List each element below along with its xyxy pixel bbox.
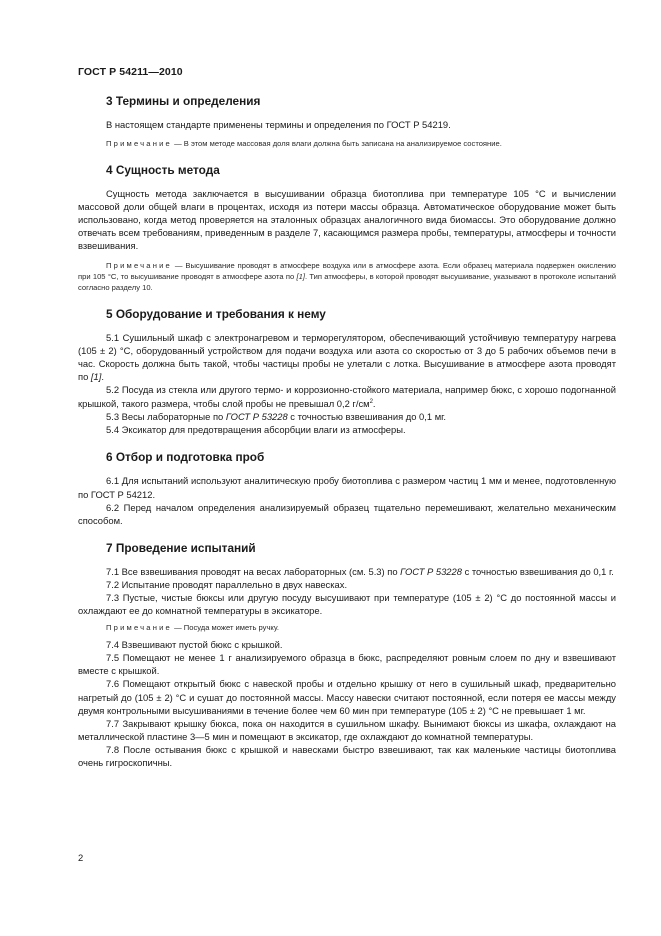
clause-text: с точностью взвешивания до 0,1 г. [461,565,614,577]
clause-5-1 [78,331,616,383]
clause-text: . [372,398,376,410]
clause-7-7: 7.7 Закрывают крышку бюкса, пока он находится в сушильном шкафу. Вынимают бюксы из шкафа, охлаждают на металлической пластине 3—5 мин и помещают в эксикатор, где охлаждают до комнатной температуры. [78,717,616,742]
document-body [78,92,616,769]
clause-7-2: 7.2 Испытание проводят параллельно в двух навесках. [106,578,348,590]
note-text: — Высушивание проводят в атмосфере воздуха или в атмосфере азота. Если образец материала подвержен окислению при 105 °С, то высушивание проводят в атмосфере азота по [78,260,616,281]
clause-7-3: 7.3 Пустые, чистые бюксы или другую посуду высушивают при температуре (105 ± 2) °С до постоянной массы и охлаждают ее до комнатной температуры в эксикаторе. [78,592,616,617]
superscript: 2 [369,399,373,406]
note-text: — Посуда может иметь ручку. [171,623,279,633]
section-4-note [78,260,616,293]
section-7-title: 7 Проведение испытаний [106,540,256,555]
clause-7-5: 7.5 Помещают не менее 1 г анализируемого образца в бюкс, распределяют ровным слоем по дну и взвешивают вместе с крышкой. [78,652,616,677]
reference-link: ГОСТ Р 53228 [225,411,288,423]
section-4-paragraph: Сущность метода заключается в высушивании образца биотоплива при температуре 105 °С и вычислении массовой доли общей влаги в процентах, исходя из потери массы образца. Автоматическое оборудование может быть использовано, когда метод проверяется на эталонных образцах аналогичного вида биомассы. Это оборудование должно отвечать всем требованиям, приведенным в разделе 7, касающимся размера пробы, температуры, атмосферы и точности взвешивания. [78,188,616,252]
section-3-paragraph: В настоящем стандарте применены термины и определения по ГОСТ Р 54219. [106,119,451,130]
note-text: — В этом методе массовая доля влаги должна быть записана на анализируемое состояние. [171,139,502,149]
clause-6-1: 6.1 Для испытаний используют аналитическую пробу биотоплива с размером частиц 1 мм и менее, подготовленную по ГОСТ Р 54212. [78,475,616,500]
clause-text: 5.1 Сушильный шкаф с электронагревом и терморегулятором, обеспечивающий устойчивую температуру нагрева (105 ± 2) °С, оборудованный устройством для подачи воздуха или азота со скоростью от 3 до 5 рабочих объемов печи в час. Скорость должна быть такой, чтобы частицы пробы не улетали с лотка. Высушивание в атмосфере азота проводят по [78,331,616,382]
clause-5-2 [78,383,616,410]
clause-text: 7.1 Все взвешивания проводят на весах лабораторных (см. 5.3) по [106,565,401,577]
section-3-title: 3 Термины и определения [106,94,261,108]
note-text: . Тип атмосферы, в которой проводят высушивание, указывают в протоколе испытаний согласно разделу 10. [78,271,616,292]
clause-7-4: 7.4 Взвешивают пустой бюкс с крышкой. [106,639,283,651]
section-5-title: 5 Оборудование и требования к нему [106,306,326,321]
clause-5-3 [78,410,616,423]
section-7-note [78,622,616,633]
section-6-title: 6 Отбор и подготовка проб [106,450,265,465]
document-header: ГОСТ Р 54211—2010 [78,66,183,78]
clause-6-2: 6.2 Перед началом определения анализируемый образец тщательно перемешивают, желательно механическим способом. [78,501,616,526]
clause-7-6: 7.6 Помещают открытый бюкс с навеской пробы и отдельно крышку от него в сушильный шкаф, предварительно нагретый до (105 ± 2) °С и сушат до постоянной массы. Массу навески считают постоянной, если потеря ее массы между двумя контрольными высушиваниями в течение более чем 60 мин при температуре (105 ± 2) °С не превышает 1 мг. [78,678,616,716]
clause-7-8: 7.8 После остывания бюкс с крышкой и навесками быстро взвешивают, так как маленькие частицы биотоплива очень гигроскопичны. [78,743,616,769]
clause-text: 5.2 Посуда из стекла или другого термо- и коррозионно-стойкого материала, например бюкс, с хорошо подогнанной крышкой, такого размера, чтобы слой пробы не превышал 0,2 г/см [78,383,616,410]
reference-link: [1] [90,370,102,382]
note-label: Примечание [106,623,172,633]
clause-7-1 [78,565,616,578]
clause-text: 5.3 Весы лабораторные по [106,411,226,423]
note-label: Примечание [106,260,172,270]
note-label: Примечание [106,139,172,149]
clause-text: с точностью взвешивания до 0,1 мг. [287,411,447,423]
section-3-note [78,138,616,149]
clause-5-4: 5.4 Эксикатор для предотвращения абсорбции влаги из атмосферы. [106,424,406,436]
reference-link: ГОСТ Р 53228 [400,565,462,577]
reference-link: [1] [296,271,305,281]
page-number: 2 [78,852,84,863]
clause-text: . [101,370,104,382]
section-4-title: 4 Сущность метода [106,163,220,178]
